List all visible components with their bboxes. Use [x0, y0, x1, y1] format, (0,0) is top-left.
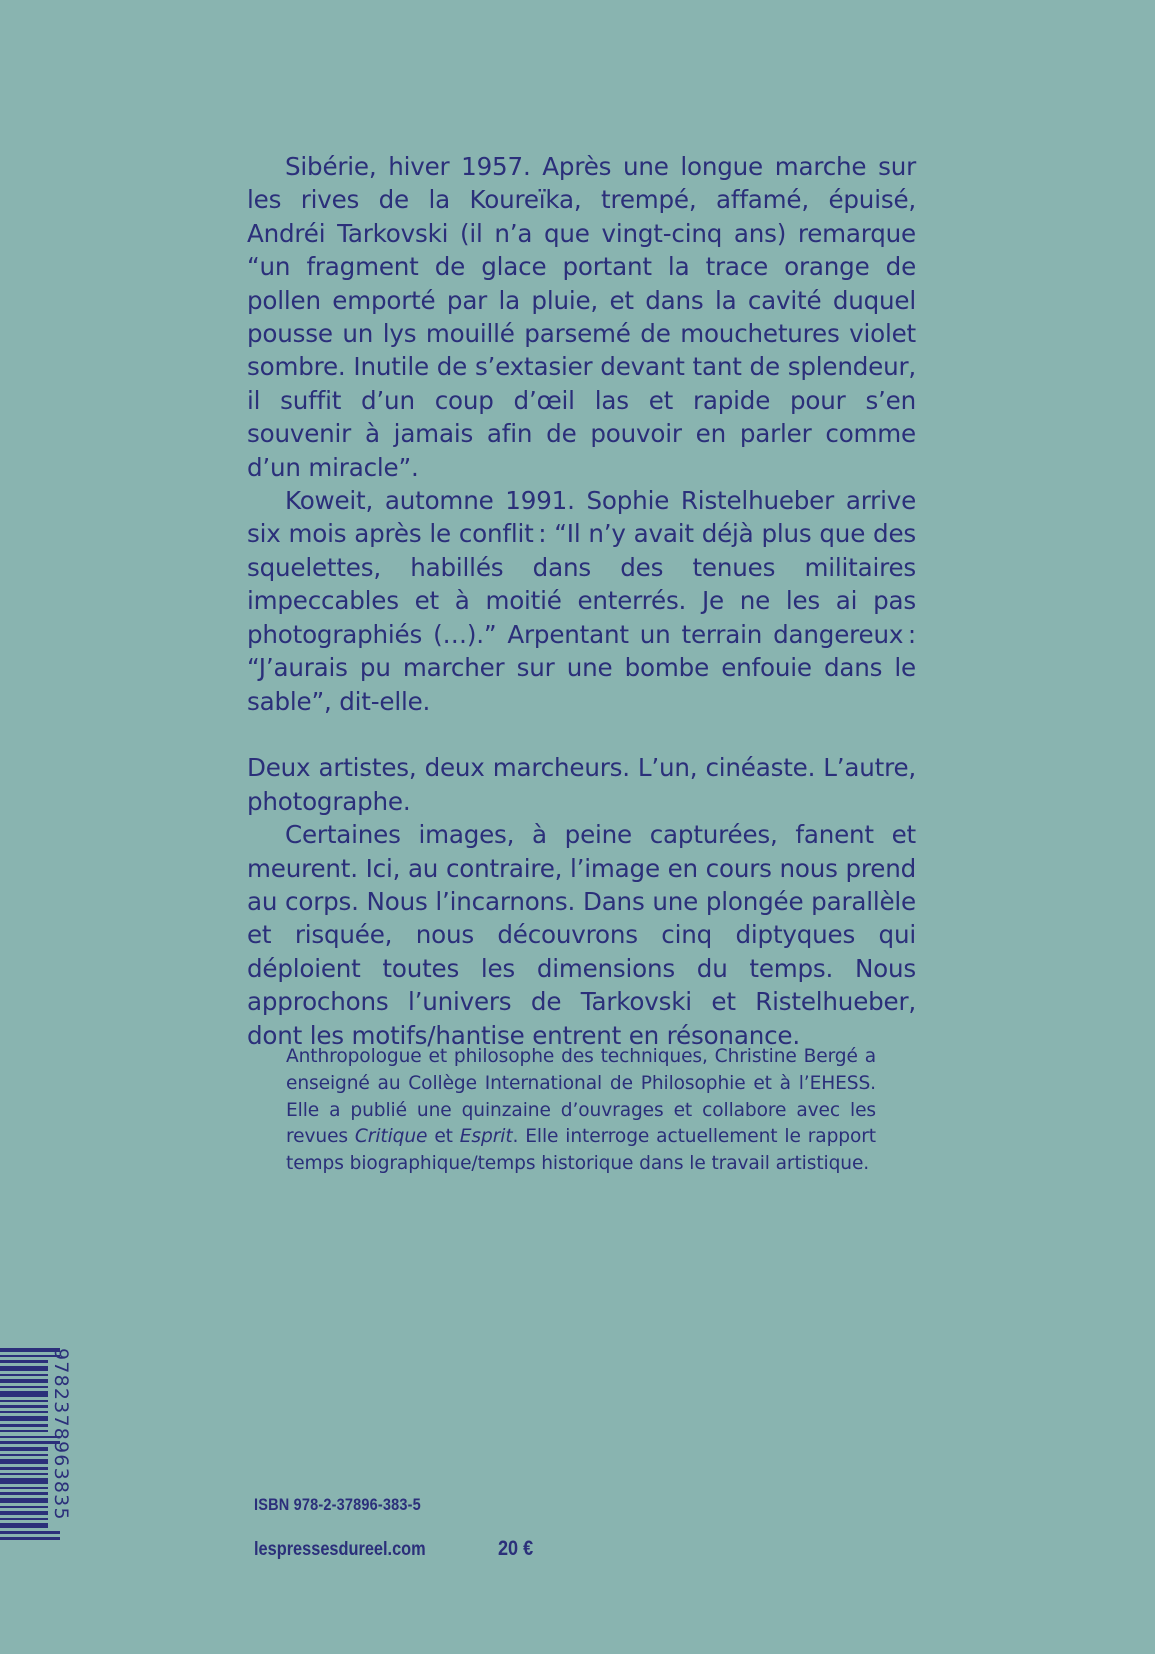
barcode-digits: 9782378963835	[50, 1348, 72, 1521]
bio-text-et: et	[427, 1126, 460, 1148]
publisher-website: lespressesdureel.com	[254, 1539, 426, 1560]
paragraph-koweit: Koweit, automne 1991. Sophie Ristelhueber arrive six mois après le conflit : “Il n’y avait déjà plus que des squelettes, habillés dans des tenues militaires impeccables et à moitié enterrés. Je ne les ai pas photographiés (…).” Arpentant un terrain dangereux : “J’aurais pu marcher sur une bombe enfouie dans le sable”, dit-elle.	[247, 486, 916, 716]
paragraph-certaines-images: Certaines images, à peine capturées, fanent et meurent. Ici, au contraire, l’image en cours nous prend au corps. Nous l’incarnons. Dans une plongée parallèle et risquée, nous découvrons cinq diptyques qui déploient toutes les dimensions du temps. Nous approchons l’univers de Tarkovski et Ristelhueber, dont les motifs/hantise entrent en résonance.	[247, 820, 916, 1050]
paragraph-deux-artistes: Deux artistes, deux marcheurs. L’un, cinéaste. L’autre, photographe.	[247, 753, 916, 816]
bio-text-1: Anthropologue et philosophe des techniques, Christine Bergé a enseigné au Collège International de Philosophie et à l’EHESS. Elle a publié une quinzaine d’ouvrages et collabore avec les revues	[286, 1046, 876, 1148]
bio-critique: Critique	[354, 1126, 428, 1148]
bio-text-2: . Elle interroge actuellement le rapport temps biographique/temps historique dans le travail artistique.	[286, 1126, 876, 1175]
back-cover-text	[247, 150, 916, 1052]
author-bio	[286, 1044, 876, 1178]
price-label: 20 €	[498, 1537, 534, 1560]
bio-esprit: Esprit	[459, 1126, 513, 1148]
paragraph-siberie: Sibérie, hiver 1957. Après une longue marche sur les rives de la Koureïka, trempé, affamé, épuisé, Andréi Tarkovski (il n’a que vingt-cinq ans) remarque “un fragment de glace portant la trace orange de pollen emporté par la pluie, et dans la cavité duquel pousse un lys mouillé parsemé de mouchetures violet sombre. Inutile de s’extasier devant tant de splendeur, il suffit d’un coup d’œil las et rapide pour s’en souvenir à jamais afin de pouvoir en parler comme d’un miracle”.	[247, 152, 916, 482]
isbn-label: ISBN 978-2-37896-383-5	[254, 1496, 421, 1514]
